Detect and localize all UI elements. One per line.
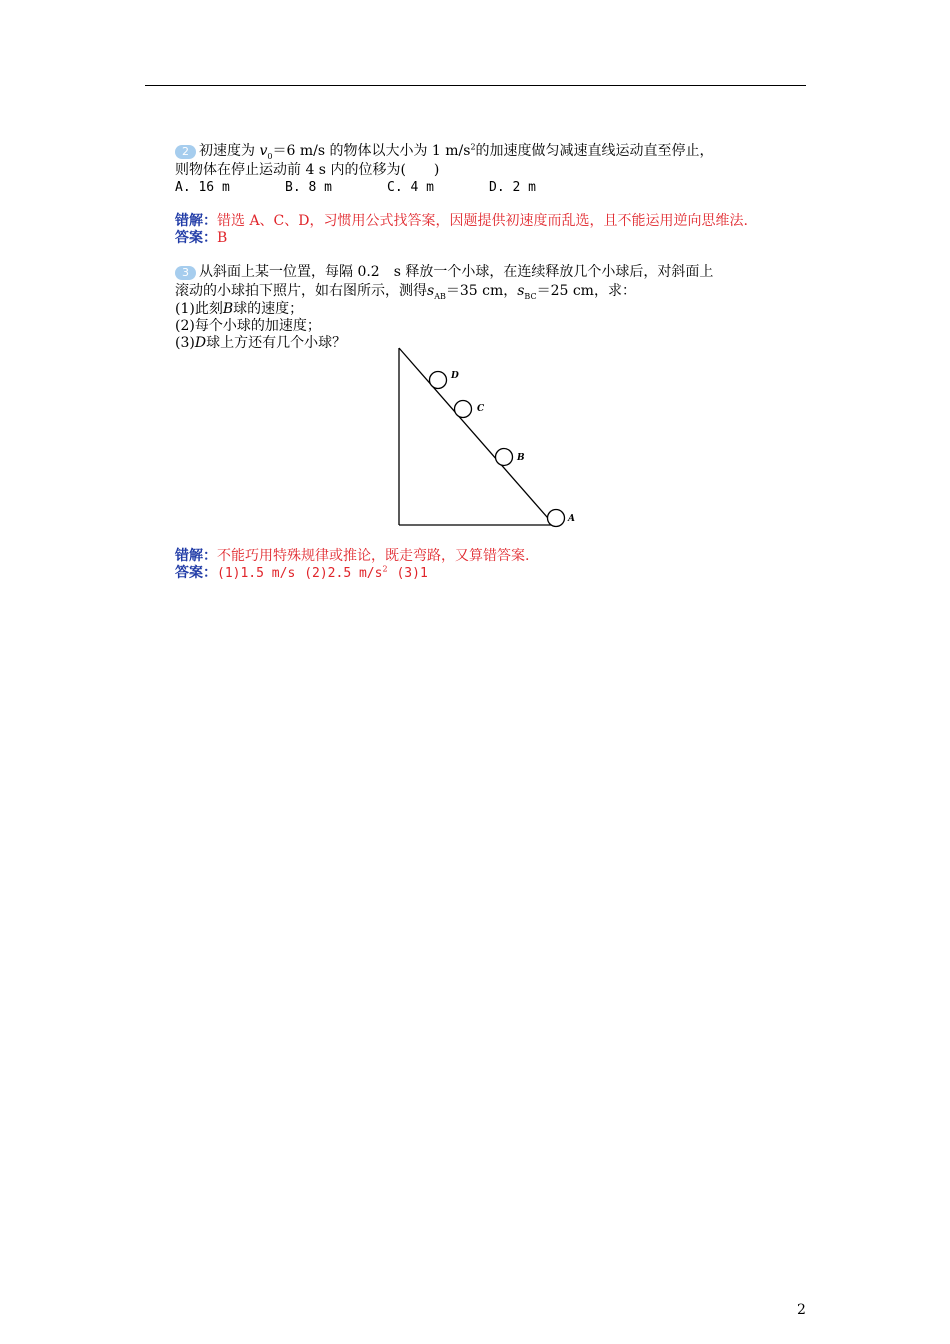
q3-number-badge: 3	[175, 266, 196, 280]
q3-sub-2: (2)每个小球的加速度；	[175, 318, 321, 334]
q2-error-text: 错选 A、C、D，习惯用公式找答案，因题提供初速度而乱选，且不能运用逆向思维法.	[217, 213, 748, 229]
q3-s2-symbol: s	[517, 283, 525, 299]
q3-s1-symbol: s	[427, 283, 435, 299]
q2-text-a: 初速度为	[199, 143, 255, 159]
q2-answer-text: B	[217, 230, 228, 246]
q2-sup: 2	[470, 142, 476, 152]
q3-sub3-b: 球上方还有几个小球？	[206, 335, 347, 351]
q2-error-line	[175, 213, 748, 229]
ball-d	[430, 372, 447, 389]
q2-text-c: 的加速度做匀减速直线运动直至停止，	[475, 143, 714, 159]
q3-answer-2: (2)2.5 m/s	[304, 566, 383, 581]
label-b: B	[517, 453, 525, 463]
q2-text-b: ＝6 m/s 的物体以大小为 1 m/s	[272, 143, 471, 159]
q3-line-2	[175, 283, 636, 299]
q3-sub-1	[175, 301, 303, 317]
q2-options	[175, 180, 536, 196]
q3-answer-2-sup: 2	[382, 564, 388, 574]
q3-s1-value: ＝35 cm，	[445, 283, 518, 299]
q2-error-label: 错解：	[175, 213, 217, 229]
q2-v-sub: 0	[267, 151, 273, 161]
q3-sub1-b: 球的速度；	[233, 301, 304, 317]
q2-line-1	[175, 143, 714, 159]
q3-sub3-d-letter: D	[194, 335, 207, 351]
label-a: A	[568, 514, 575, 524]
q2-answer-line	[175, 230, 227, 246]
label-d: D	[451, 371, 459, 381]
q3-sub3-a: (3)	[175, 335, 195, 351]
q3-answer-label: 答案：	[175, 565, 217, 581]
q3-answer-3: (3)1	[396, 566, 428, 581]
q3-s2-value: ＝25 cm，求：	[536, 283, 636, 299]
q3-sub1-a: (1)此刻	[175, 301, 223, 317]
q3-error-label: 错解：	[175, 548, 217, 564]
ball-b	[496, 449, 513, 466]
q3-s1-sub: AB	[434, 291, 446, 301]
q2-line-2: 则物体在停止运动前 4 s 内的位移为( )	[175, 162, 440, 178]
q2-option-d: D. 2 m	[489, 180, 536, 195]
q2-option-c: C. 4 m	[387, 180, 434, 195]
header-rule	[145, 85, 806, 86]
page-number: 2	[797, 1302, 806, 1318]
q3-error-line	[175, 548, 529, 564]
q3-error-text: 不能巧用特殊规律或推论，既走弯路，又算错答案.	[217, 548, 530, 564]
q3-line-1	[175, 264, 713, 280]
q2-answer-label: 答案：	[175, 230, 217, 246]
q3-sub-3	[175, 335, 346, 351]
q2-v-symbol: v	[259, 143, 268, 159]
incline-slope	[399, 348, 554, 525]
q3-answer-line	[175, 565, 428, 582]
incline-figure	[396, 346, 596, 531]
ball-c	[455, 401, 472, 418]
q3-sub1-b-letter: B	[222, 301, 234, 317]
q3-text-1: 从斜面上某一位置，每隔 0.2 s 释放一个小球，在连续释放几个小球后，对斜面上	[199, 264, 714, 280]
q3-s2-sub: BC	[524, 291, 537, 301]
label-c: C	[477, 404, 485, 414]
ball-a	[548, 510, 565, 527]
q3-answer-1: (1)1.5 m/s	[217, 566, 296, 581]
q2-option-a: A. 16 m	[175, 180, 230, 195]
q2-option-b: B. 8 m	[285, 180, 332, 195]
q2-number-badge: 2	[175, 145, 196, 159]
q3-text-2a: 滚动的小球拍下照片，如右图所示，测得	[175, 283, 427, 299]
